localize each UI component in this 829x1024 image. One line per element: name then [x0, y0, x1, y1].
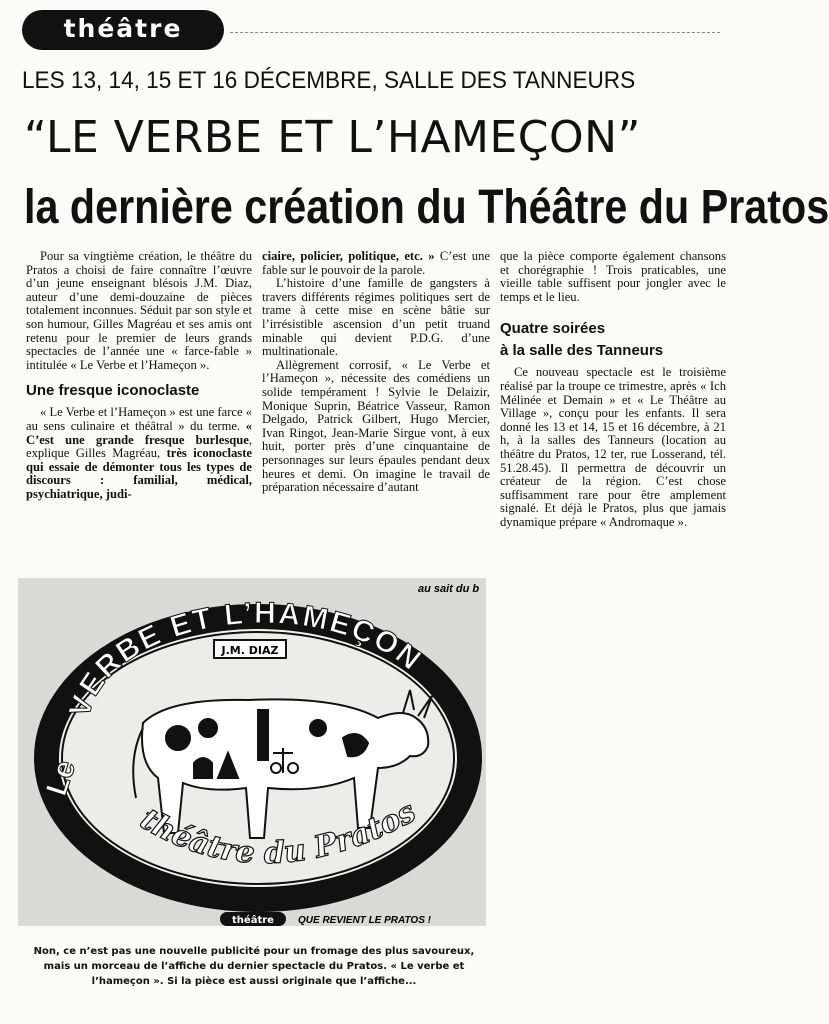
article-subtitle: la dernière création du Théâtre du Pratos	[24, 181, 829, 234]
poster-footer-text: QUE REVIENT LE PRATOS !	[298, 915, 431, 926]
poster-arc-text: VERBE ET L’HAMEÇON	[62, 596, 429, 721]
poster-footer-tag-label: théâtre	[232, 915, 274, 926]
section-tag	[22, 10, 224, 50]
section-tag-label: théâtre	[63, 14, 183, 43]
poster-illustration	[18, 578, 486, 926]
paragraph: « Le Verbe et l’Hameçon » est une farce « au sens culinaire et théâtral » du terme. « C’est une grande fresque burlesque, explique Gilles Magréau, très iconoclaste qui essaie de démonter tous les types de discours : familial, médical, psychiatrique, judi-	[26, 405, 253, 501]
poster-corner-text: au sait du b	[418, 583, 480, 595]
paragraph: que la pièce comporte également chansons et chorégraphie ! Trois praticables, une vieille table suffisent pour jongler avec le temps et le lieu.	[500, 249, 726, 304]
paragraph: Ce nouveau spectacle est le troisième réalisé par la troupe ce trimestre, après « Ich Mélinée et Demain » et « Le Théâtre au Village », conçu pour les enfants. Il sera donné les 13 et 14, 15 et 16 décembre, à 21 h, à la salles des Tanneurs (location au théâtre du Pratos, 12 ter, rue Losserand, tél. 51.28.45). Il permettra de découvrir un créateur de la région. C’est chose suffisamment rare pour être amplement signalé. Et déjà le Pratos, plus que jamais dynamique prépare « Andromaque ».	[500, 365, 726, 529]
column-2	[262, 250, 490, 495]
poster-author: J.M. DIAZ	[221, 644, 279, 657]
column-3	[500, 250, 726, 530]
paragraph: ciaire, policier, politique, etc. » C’est une fable sur le pouvoir de la parole.	[262, 249, 490, 277]
paragraph: Pour sa vingtième création, le théâtre du Pratos a choisi de faire connaître l’œuvre d’un jeune enseignant blésois J.M. Diaz, auteur d’une demi-douzaine de pièces totalement inconnues. Séduit par son style et son humour, Gilles Magréau et ses amis ont retenu pour le premier de leurs grands spectacles de l’année une « farce-fable » intitulée « Le Verbe et l’Hameçon ».	[26, 249, 252, 372]
dateline: LES 13, 14, 15 ET 16 DÉCEMBRE, SALLE DES TANNEURS	[22, 67, 636, 94]
paragraph: Allègrement corrosif, « Le Verbe et l’Hameçon », nécessite des comédiens un solide tempérament ! Sylvie le Delaizir, Monique Suprin, Béatrice Vasseur, Ramon Delgado, Patrick Gilbert, Hugo Mercier, Ivan Ringot, Jean-Marie Sirgue vont, à eux huit, porter près d’une cinquantaine de personnages sur leurs épaules pendant deux heures et demi. On imagine le travail de préparation nécessaire d’autant	[262, 357, 490, 495]
column-1	[26, 250, 252, 502]
paragraph: L’histoire d’une famille de gangsters à travers différents régimes politiques sert de trame à cette mise en scène bâtie sur l’irrésistible ascension d’un petit truand minable qui devient P.D.G. d’une multinationale.	[262, 276, 490, 359]
poster-bottom-text: théâtre du Pratos	[134, 794, 422, 872]
photo-caption: Non, ce n’est pas une nouvelle publicité pour un fromage des plus savoureux, mais un morceau de l’affiche du dernier spectacle du Pratos. « Le verbe et l’hameçon ». Si la pièce est aussi originale que l’affiche...	[33, 946, 475, 987]
section-heading: Une fresque iconoclaste	[26, 382, 200, 400]
poster-left-letters: Le	[39, 756, 83, 800]
section-heading: Quatre soirées à la salle des Tanneurs	[500, 320, 664, 360]
top-rule	[230, 32, 720, 33]
poster-image	[18, 578, 486, 926]
article-title: “LE VERBE ET L’HAMEÇON”	[24, 112, 641, 163]
